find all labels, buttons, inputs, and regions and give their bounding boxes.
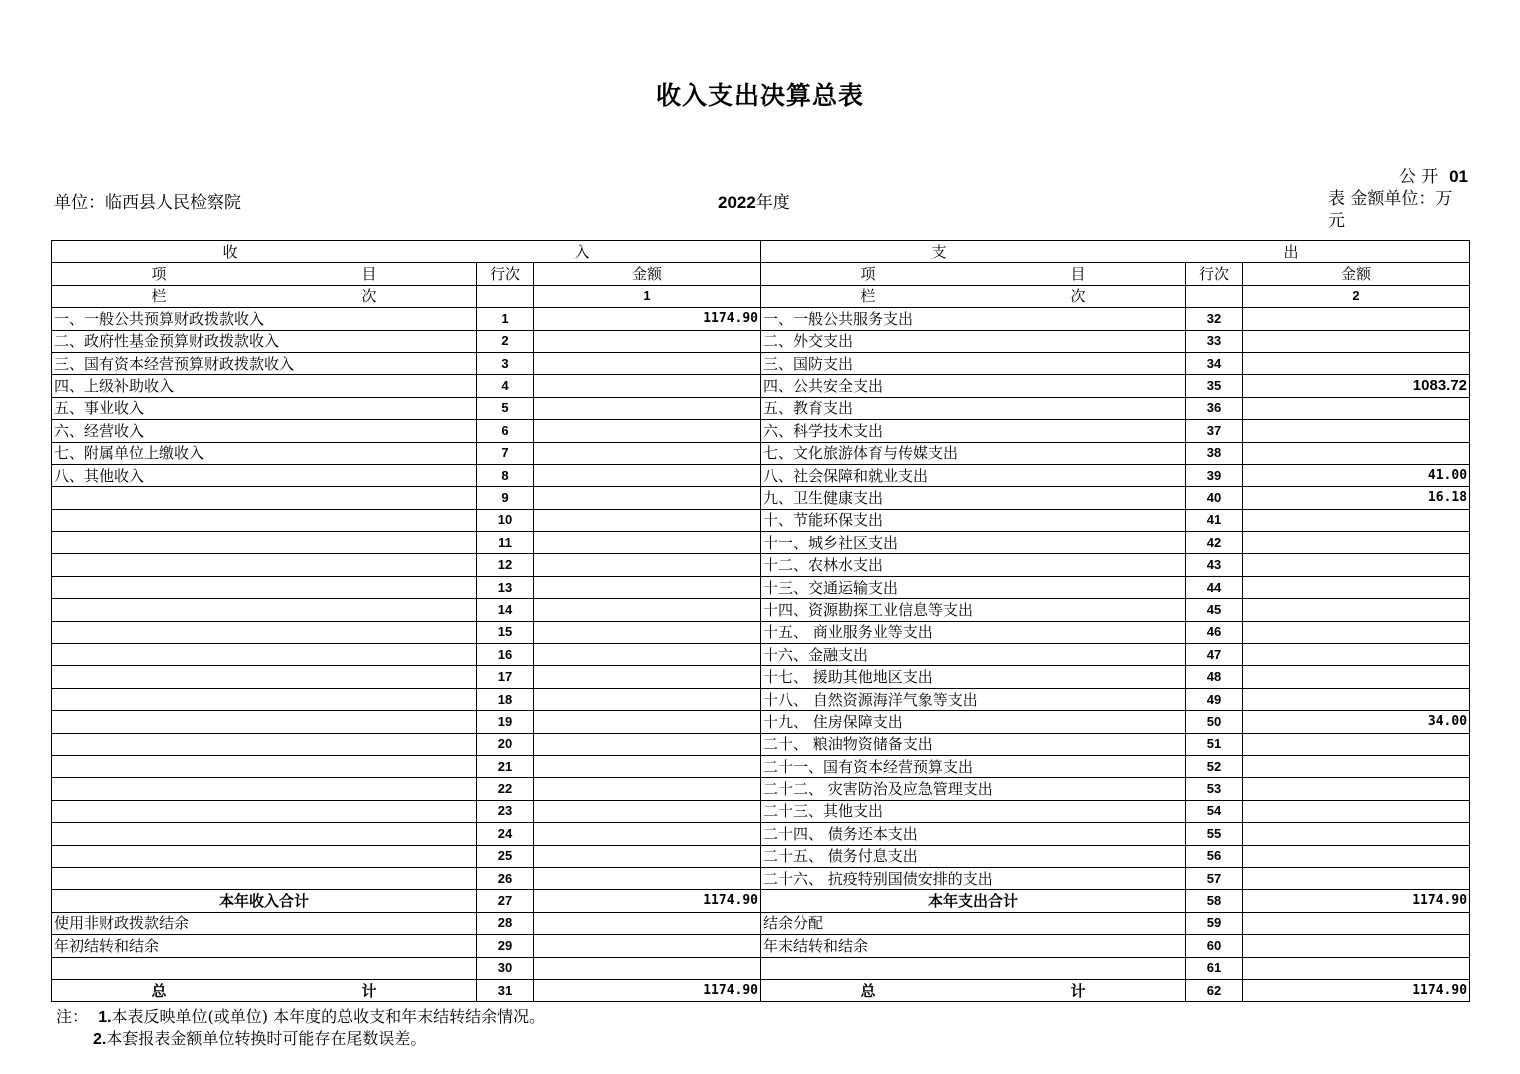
expense-row-no: 36 bbox=[1186, 397, 1243, 419]
expense-total-amount: 1174.90 bbox=[1243, 979, 1470, 1001]
expense-row-no: 52 bbox=[1186, 755, 1243, 777]
table-row bbox=[52, 912, 1470, 934]
year-suffix: 年度 bbox=[755, 193, 790, 213]
expense-subtotal-no: 58 bbox=[1186, 890, 1243, 912]
income-row-no: 9 bbox=[477, 487, 534, 509]
income-amount: 1174.90 bbox=[534, 308, 761, 330]
table-row bbox=[52, 308, 1470, 330]
income-row-no: 20 bbox=[477, 733, 534, 755]
expense-amount bbox=[1243, 755, 1470, 777]
expense-column-no: 2 bbox=[1243, 285, 1470, 307]
expense-amount bbox=[1243, 397, 1470, 419]
income-row-no: 25 bbox=[477, 845, 534, 867]
income-amount bbox=[534, 644, 761, 666]
income-amount bbox=[534, 800, 761, 822]
table-row bbox=[52, 352, 1470, 374]
income-item bbox=[52, 733, 477, 755]
income-row-no: 13 bbox=[477, 576, 534, 598]
income-row-no: 28 bbox=[477, 912, 534, 934]
table-row bbox=[52, 800, 1470, 822]
income-amount bbox=[534, 464, 761, 486]
income-row-no: 6 bbox=[477, 420, 534, 442]
expense-row-no: 49 bbox=[1186, 688, 1243, 710]
income-item: 一、一般公共预算财政拨款收入 bbox=[52, 308, 477, 330]
income-row-no: 5 bbox=[477, 397, 534, 419]
table-row bbox=[52, 845, 1470, 867]
expense-item: 十八、 自然资源海洋气象等支出 bbox=[761, 688, 1186, 710]
expense-row-no: 50 bbox=[1186, 711, 1243, 733]
income-item bbox=[52, 666, 477, 688]
table-row bbox=[52, 375, 1470, 397]
expense-total-label: 总 计 bbox=[761, 979, 1186, 1001]
income-row-no: 16 bbox=[477, 644, 534, 666]
table-tag-line3: 元 bbox=[1328, 211, 1345, 231]
income-amount bbox=[534, 755, 761, 777]
expense-item-header: 项 目 bbox=[761, 263, 1186, 285]
expense-amount bbox=[1243, 733, 1470, 755]
expense-row-no: 48 bbox=[1186, 666, 1243, 688]
expense-row-no: 55 bbox=[1186, 823, 1243, 845]
income-item bbox=[52, 621, 477, 643]
expense-row-no: 57 bbox=[1186, 867, 1243, 889]
expense-amount: 16.18 bbox=[1243, 487, 1470, 509]
expense-item: 二十二、 灾害防治及应急管理支出 bbox=[761, 778, 1186, 800]
expense-item: 二十五、 债务付息支出 bbox=[761, 845, 1186, 867]
expense-item: 五、教育支出 bbox=[761, 397, 1186, 419]
expense-row-no: 47 bbox=[1186, 644, 1243, 666]
income-amount bbox=[534, 442, 761, 464]
table-row bbox=[52, 599, 1470, 621]
expense-row-no: 54 bbox=[1186, 800, 1243, 822]
income-subtotal-amount: 1174.90 bbox=[534, 890, 761, 912]
expense-column-blank bbox=[1186, 285, 1243, 307]
expense-amount bbox=[1243, 800, 1470, 822]
expense-item: 十五、 商业服务业等支出 bbox=[761, 621, 1186, 643]
expense-item: 十二、农林水支出 bbox=[761, 554, 1186, 576]
expense-amount bbox=[1243, 935, 1470, 957]
expense-row-no: 59 bbox=[1186, 912, 1243, 934]
expense-amount bbox=[1243, 867, 1470, 889]
expense-amount bbox=[1243, 912, 1470, 934]
income-row-no: 14 bbox=[477, 599, 534, 621]
expense-item: 九、卫生健康支出 bbox=[761, 487, 1186, 509]
table-row bbox=[52, 554, 1470, 576]
income-amount bbox=[534, 823, 761, 845]
income-row-no: 17 bbox=[477, 666, 534, 688]
expense-row-no: 61 bbox=[1186, 957, 1243, 979]
expense-amount bbox=[1243, 532, 1470, 554]
expense-item: 十三、交通运输支出 bbox=[761, 576, 1186, 598]
expense-item: 十一、城乡社区支出 bbox=[761, 532, 1186, 554]
income-amount bbox=[534, 397, 761, 419]
expense-amount bbox=[1243, 845, 1470, 867]
expense-subtotal-amount: 1174.90 bbox=[1243, 890, 1470, 912]
income-amount bbox=[534, 733, 761, 755]
income-amount bbox=[534, 330, 761, 352]
expense-section-header: 支 出 bbox=[761, 241, 1470, 263]
table-row bbox=[52, 688, 1470, 710]
income-item: 年初结转和结余 bbox=[52, 935, 477, 957]
expense-item: 年末结转和结余 bbox=[761, 935, 1186, 957]
expense-item: 七、文化旅游体育与传媒支出 bbox=[761, 442, 1186, 464]
table-row bbox=[52, 621, 1470, 643]
table-row bbox=[52, 487, 1470, 509]
expense-column-label: 栏 次 bbox=[761, 285, 1186, 307]
table-tag-text: 公 开 bbox=[1398, 167, 1439, 187]
income-item: 使用非财政拨款结余 bbox=[52, 912, 477, 934]
income-row-no: 3 bbox=[477, 352, 534, 374]
expense-row-no: 42 bbox=[1186, 532, 1243, 554]
expense-row-no: 56 bbox=[1186, 845, 1243, 867]
table-tag-line2: 表 金额单位：万 bbox=[1328, 189, 1453, 209]
page-title: 收入支出决算总表 bbox=[655, 81, 864, 110]
income-item: 六、经营收入 bbox=[52, 420, 477, 442]
expense-amount: 1083.72 bbox=[1243, 375, 1470, 397]
income-row-no: 10 bbox=[477, 509, 534, 531]
table-row bbox=[52, 733, 1470, 755]
expense-item: 二十三、其他支出 bbox=[761, 800, 1186, 822]
income-row-no: 1 bbox=[477, 308, 534, 330]
income-item: 四、上级补助收入 bbox=[52, 375, 477, 397]
expense-row-no: 33 bbox=[1186, 330, 1243, 352]
expense-row-no: 53 bbox=[1186, 778, 1243, 800]
income-subtotal-label: 本年收入合计 bbox=[52, 890, 477, 912]
income-item bbox=[52, 845, 477, 867]
income-item bbox=[52, 755, 477, 777]
income-amount bbox=[534, 487, 761, 509]
income-amount bbox=[534, 688, 761, 710]
income-amount bbox=[534, 957, 761, 979]
expense-item: 三、国防支出 bbox=[761, 352, 1186, 374]
year-number: 2022 bbox=[718, 193, 756, 212]
expense-item: 一、一般公共服务支出 bbox=[761, 308, 1186, 330]
expense-item: 六、科学技术支出 bbox=[761, 420, 1186, 442]
expense-item: 十六、金融支出 bbox=[761, 644, 1186, 666]
income-item: 五、事业收入 bbox=[52, 397, 477, 419]
income-total-amount: 1174.90 bbox=[534, 979, 761, 1001]
expense-amount-header: 金额 bbox=[1243, 263, 1470, 285]
income-amount-header: 金额 bbox=[534, 263, 761, 285]
income-item-header: 项 目 bbox=[52, 263, 477, 285]
income-item bbox=[52, 957, 477, 979]
table-row bbox=[52, 935, 1470, 957]
expense-amount bbox=[1243, 420, 1470, 442]
expense-total-no: 62 bbox=[1186, 979, 1243, 1001]
expense-item: 二十四、 债务还本支出 bbox=[761, 823, 1186, 845]
income-row-no: 11 bbox=[477, 532, 534, 554]
table-row bbox=[52, 957, 1470, 979]
income-item: 二、政府性基金预算财政拨款收入 bbox=[52, 330, 477, 352]
total-row bbox=[52, 979, 1470, 1001]
income-amount bbox=[534, 621, 761, 643]
expense-amount bbox=[1243, 308, 1470, 330]
income-item bbox=[52, 532, 477, 554]
income-row-no-header: 行次 bbox=[477, 263, 534, 285]
expense-row-no: 41 bbox=[1186, 509, 1243, 531]
summary-table-body bbox=[52, 241, 1470, 1002]
expense-item: 十七、 援助其他地区支出 bbox=[761, 666, 1186, 688]
income-row-no: 15 bbox=[477, 621, 534, 643]
income-item bbox=[52, 778, 477, 800]
notes bbox=[56, 1006, 545, 1050]
income-row-no: 24 bbox=[477, 823, 534, 845]
expense-row-no: 46 bbox=[1186, 621, 1243, 643]
income-amount bbox=[534, 778, 761, 800]
income-amount bbox=[534, 532, 761, 554]
expense-amount: 41.00 bbox=[1243, 464, 1470, 486]
expense-amount bbox=[1243, 688, 1470, 710]
income-row-no: 4 bbox=[477, 375, 534, 397]
expense-row-no: 45 bbox=[1186, 599, 1243, 621]
expense-amount bbox=[1243, 554, 1470, 576]
table-row bbox=[52, 755, 1470, 777]
income-item: 八、其他收入 bbox=[52, 464, 477, 486]
table-row bbox=[52, 442, 1470, 464]
expense-item: 十四、资源勘探工业信息等支出 bbox=[761, 599, 1186, 621]
income-item bbox=[52, 688, 477, 710]
income-total-label: 总 计 bbox=[52, 979, 477, 1001]
income-amount bbox=[534, 711, 761, 733]
income-subtotal-no: 27 bbox=[477, 890, 534, 912]
expense-amount bbox=[1243, 599, 1470, 621]
column-index-row bbox=[52, 285, 1470, 307]
income-row-no: 30 bbox=[477, 957, 534, 979]
income-item bbox=[52, 554, 477, 576]
expense-item: 八、社会保障和就业支出 bbox=[761, 464, 1186, 486]
table-tag-number: 01 bbox=[1449, 167, 1468, 186]
income-item bbox=[52, 823, 477, 845]
expense-item: 二、外交支出 bbox=[761, 330, 1186, 352]
income-item bbox=[52, 509, 477, 531]
expense-row-no: 39 bbox=[1186, 464, 1243, 486]
income-row-no: 23 bbox=[477, 800, 534, 822]
table-row bbox=[52, 397, 1470, 419]
expense-amount bbox=[1243, 330, 1470, 352]
expense-amount bbox=[1243, 644, 1470, 666]
expense-amount bbox=[1243, 576, 1470, 598]
table-row bbox=[52, 576, 1470, 598]
table-row bbox=[52, 420, 1470, 442]
expense-item bbox=[761, 957, 1186, 979]
table-row bbox=[52, 711, 1470, 733]
column-header-row bbox=[52, 263, 1470, 285]
expense-item: 四、公共安全支出 bbox=[761, 375, 1186, 397]
income-row-no: 19 bbox=[477, 711, 534, 733]
expense-row-no: 43 bbox=[1186, 554, 1243, 576]
expense-item: 二十、 粮油物资储备支出 bbox=[761, 733, 1186, 755]
expense-row-no: 60 bbox=[1186, 935, 1243, 957]
income-column-no: 1 bbox=[534, 285, 761, 307]
note-2: 2.本套报表金额单位转换时可能存在尾数误差。 bbox=[93, 1029, 427, 1048]
expense-subtotal-label: 本年支出合计 bbox=[761, 890, 1186, 912]
income-item bbox=[52, 711, 477, 733]
expense-row-no: 34 bbox=[1186, 352, 1243, 374]
table-row bbox=[52, 666, 1470, 688]
expense-row-no: 35 bbox=[1186, 375, 1243, 397]
income-item bbox=[52, 644, 477, 666]
income-amount bbox=[534, 509, 761, 531]
income-row-no: 12 bbox=[477, 554, 534, 576]
income-row-no: 22 bbox=[477, 778, 534, 800]
expense-amount bbox=[1243, 352, 1470, 374]
expense-amount bbox=[1243, 778, 1470, 800]
income-row-no: 8 bbox=[477, 464, 534, 486]
note-1: 注： 1.本表反映单位(或单位) 本年度的总收支和年末结转结余情况。 bbox=[56, 1007, 546, 1026]
income-amount bbox=[534, 599, 761, 621]
expense-amount: 34.00 bbox=[1243, 711, 1470, 733]
income-row-no: 7 bbox=[477, 442, 534, 464]
income-amount bbox=[534, 375, 761, 397]
income-amount bbox=[534, 576, 761, 598]
expense-amount bbox=[1243, 823, 1470, 845]
section-header-row bbox=[52, 241, 1470, 263]
year-label bbox=[718, 188, 790, 213]
expense-row-no: 44 bbox=[1186, 576, 1243, 598]
income-item bbox=[52, 800, 477, 822]
table-row bbox=[52, 464, 1470, 486]
income-amount bbox=[534, 845, 761, 867]
income-row-no: 29 bbox=[477, 935, 534, 957]
table-tag bbox=[1328, 166, 1468, 232]
table-row bbox=[52, 509, 1470, 531]
expense-item: 结余分配 bbox=[761, 912, 1186, 934]
expense-row-no: 38 bbox=[1186, 442, 1243, 464]
expense-row-no: 32 bbox=[1186, 308, 1243, 330]
income-item bbox=[52, 867, 477, 889]
expense-item: 二十六、 抗疫特别国债安排的支出 bbox=[761, 867, 1186, 889]
income-amount bbox=[534, 912, 761, 934]
income-item: 七、附属单位上缴收入 bbox=[52, 442, 477, 464]
table-tag-line1 bbox=[1328, 166, 1468, 188]
income-amount bbox=[534, 666, 761, 688]
income-total-no: 31 bbox=[477, 979, 534, 1001]
expense-amount bbox=[1243, 957, 1470, 979]
unit-label: 单位：临西县人民检察院 bbox=[54, 193, 241, 213]
expense-item: 十、节能环保支出 bbox=[761, 509, 1186, 531]
table-row bbox=[52, 823, 1470, 845]
table-row bbox=[52, 778, 1470, 800]
expense-row-no: 51 bbox=[1186, 733, 1243, 755]
expense-amount bbox=[1243, 621, 1470, 643]
income-amount bbox=[534, 867, 761, 889]
expense-amount bbox=[1243, 509, 1470, 531]
income-item bbox=[52, 487, 477, 509]
income-column-label: 栏 次 bbox=[52, 285, 477, 307]
summary-table bbox=[51, 240, 1470, 1002]
expense-item: 十九、 住房保障支出 bbox=[761, 711, 1186, 733]
income-column-blank bbox=[477, 285, 534, 307]
table-row bbox=[52, 330, 1470, 352]
income-item bbox=[52, 576, 477, 598]
income-item bbox=[52, 599, 477, 621]
expense-row-no-header: 行次 bbox=[1186, 263, 1243, 285]
expense-item: 二十一、国有资本经营预算支出 bbox=[761, 755, 1186, 777]
income-row-no: 21 bbox=[477, 755, 534, 777]
income-item: 三、国有资本经营预算财政拨款收入 bbox=[52, 352, 477, 374]
table-row bbox=[52, 867, 1470, 889]
table-row bbox=[52, 532, 1470, 554]
income-amount bbox=[534, 352, 761, 374]
expense-row-no: 40 bbox=[1186, 487, 1243, 509]
income-row-no: 26 bbox=[477, 867, 534, 889]
income-row-no: 2 bbox=[477, 330, 534, 352]
income-amount bbox=[534, 420, 761, 442]
income-section-header: 收 入 bbox=[52, 241, 761, 263]
expense-row-no: 37 bbox=[1186, 420, 1243, 442]
expense-amount bbox=[1243, 442, 1470, 464]
income-amount bbox=[534, 935, 761, 957]
income-row-no: 18 bbox=[477, 688, 534, 710]
expense-amount bbox=[1243, 666, 1470, 688]
table-row bbox=[52, 644, 1470, 666]
subtotal-row bbox=[52, 890, 1470, 912]
income-amount bbox=[534, 554, 761, 576]
